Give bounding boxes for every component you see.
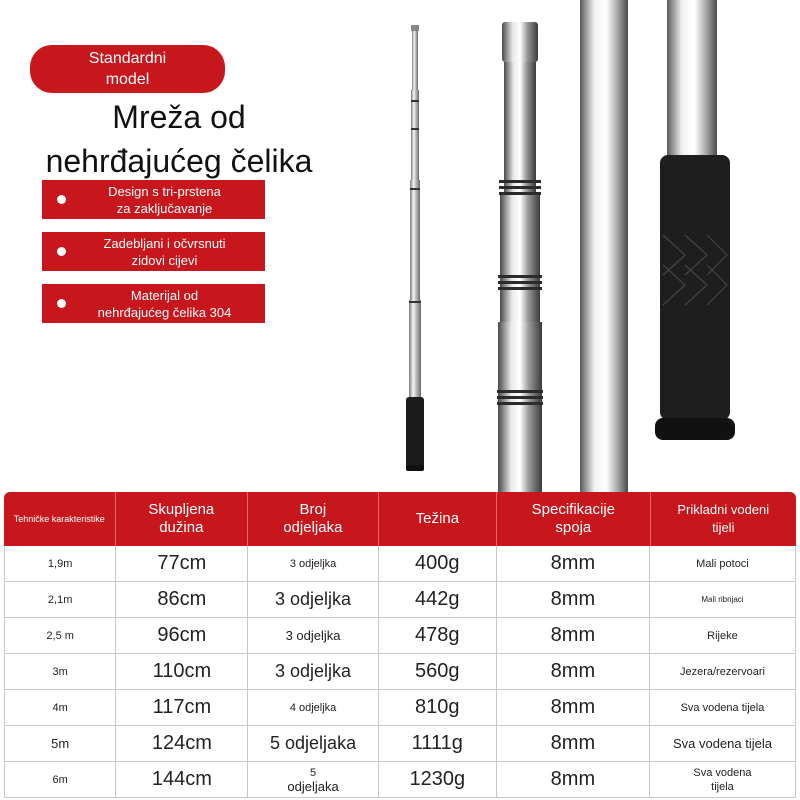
cell-length: 110cm (116, 654, 248, 689)
pole-handle-grip-image (575, 0, 745, 495)
cell-joint: 8mm (497, 546, 650, 581)
bullet-dot-icon (57, 299, 66, 308)
feature-item (42, 284, 265, 323)
cell-weight: 478g (379, 618, 497, 653)
spec-table (4, 492, 796, 798)
header-weight (379, 492, 498, 546)
cell-joint: 8mm (497, 618, 650, 653)
cell-weight: 1111g (379, 726, 497, 761)
cell-length: 96cm (116, 618, 248, 653)
header-label: Težina (415, 510, 460, 527)
feature-line-1: Design s tri-prstena (108, 183, 221, 199)
header-label: dužina (159, 519, 204, 536)
table-row (4, 654, 796, 690)
cell-water: Mali potoci (696, 557, 749, 570)
header-label: Broj (299, 501, 327, 518)
cell-spec: 6m (5, 762, 116, 797)
header-label: Skupljena (148, 501, 215, 518)
cell-joint: 8mm (497, 690, 650, 725)
header-label: odjeljaka (283, 519, 343, 536)
table-row (4, 762, 796, 798)
header-label: spoja (555, 519, 592, 536)
header-label: Prikladni vodeni (677, 502, 770, 517)
cell-sections: 3 odjeljka (248, 618, 378, 653)
header-label: Specifikacije (531, 501, 616, 518)
title-line-2: nehrđajućeg čelika (45, 143, 313, 179)
cell-length: 117cm (116, 690, 248, 725)
cell-joint: 8mm (497, 582, 650, 617)
cell-joint: 8mm (497, 654, 650, 689)
cell-sections: 5 odjeljaka (248, 726, 378, 761)
cell-sections: 3 odjeljka (248, 582, 378, 617)
pole-joint-closeup-image (490, 20, 550, 495)
cell-length: 86cm (116, 582, 248, 617)
title-line-1: Mreža od (112, 99, 246, 135)
model-badge (30, 45, 225, 93)
header-water (651, 492, 796, 546)
feature-line-2: zidovi cijevi (131, 252, 198, 268)
feature-line-2: nehrđajućeg čelika 304 (97, 304, 232, 320)
cell-length: 124cm (116, 726, 248, 761)
cell-weight: 560g (379, 654, 497, 689)
cell-sections: 3 odjeljka (248, 654, 378, 689)
cell-water: Sva vodena tijela (672, 736, 772, 751)
cell-sections-line-1: 5 (309, 766, 317, 779)
header-sections (248, 492, 379, 546)
cell-sections (248, 762, 378, 797)
cell-spec: 4m (5, 690, 116, 725)
cell-weight: 442g (379, 582, 497, 617)
cell-length: 144cm (116, 762, 248, 797)
table-header (4, 492, 796, 546)
header-length (116, 492, 249, 546)
cell-sections-line-2: odjeljaka (287, 778, 339, 794)
cell-spec: 2,1m (5, 582, 116, 617)
bullet-dot-icon (57, 247, 66, 256)
cell-spec: 2,5 m (5, 618, 116, 653)
bullet-dot-icon (57, 195, 66, 204)
badge-line-2: model (105, 71, 150, 88)
table-row (4, 726, 796, 762)
badge-line-1: Standardni (88, 50, 167, 67)
cell-length: 77cm (116, 546, 248, 581)
cell-spec: 1,9m (5, 546, 116, 581)
cell-weight: 1230g (379, 762, 497, 797)
cell-weight: 400g (379, 546, 497, 581)
table-row (4, 690, 796, 726)
feature-item (42, 232, 265, 271)
cell-weight: 810g (379, 690, 497, 725)
cell-water-line-2: tijela (711, 780, 734, 793)
header-label: tijeli (712, 520, 735, 535)
feature-line-1: Zadebljani i očvrsnuti (103, 235, 226, 251)
table-row (4, 546, 796, 582)
feature-item (42, 180, 265, 219)
cell-water (650, 762, 795, 797)
telescopic-pole-image (395, 25, 435, 475)
cell-sections: 3 odjeljka (248, 546, 378, 581)
header-joint (497, 492, 650, 546)
page-title (20, 95, 338, 183)
cell-joint: 8mm (497, 762, 650, 797)
cell-spec: 5m (5, 726, 116, 761)
cell-water-line-1: Sva vodena (693, 766, 752, 779)
feature-line-2: za zaključavanje (116, 200, 213, 216)
cell-joint: 8mm (497, 726, 650, 761)
table-row (4, 582, 796, 618)
table-row (4, 618, 796, 654)
cell-spec: 3m (5, 654, 116, 689)
header-spec (4, 492, 116, 546)
feature-line-1: Materijal od (130, 287, 199, 303)
cell-sections: 4 odjeljka (248, 690, 378, 725)
cell-water: Jezera/rezervoari (679, 665, 765, 678)
cell-water: Mali ribnjaci (701, 595, 744, 604)
cell-water: Rijeke (707, 629, 738, 642)
cell-water: Sva vodena tijela (680, 701, 765, 714)
header-label: Tehničke karakteristike (13, 514, 105, 524)
